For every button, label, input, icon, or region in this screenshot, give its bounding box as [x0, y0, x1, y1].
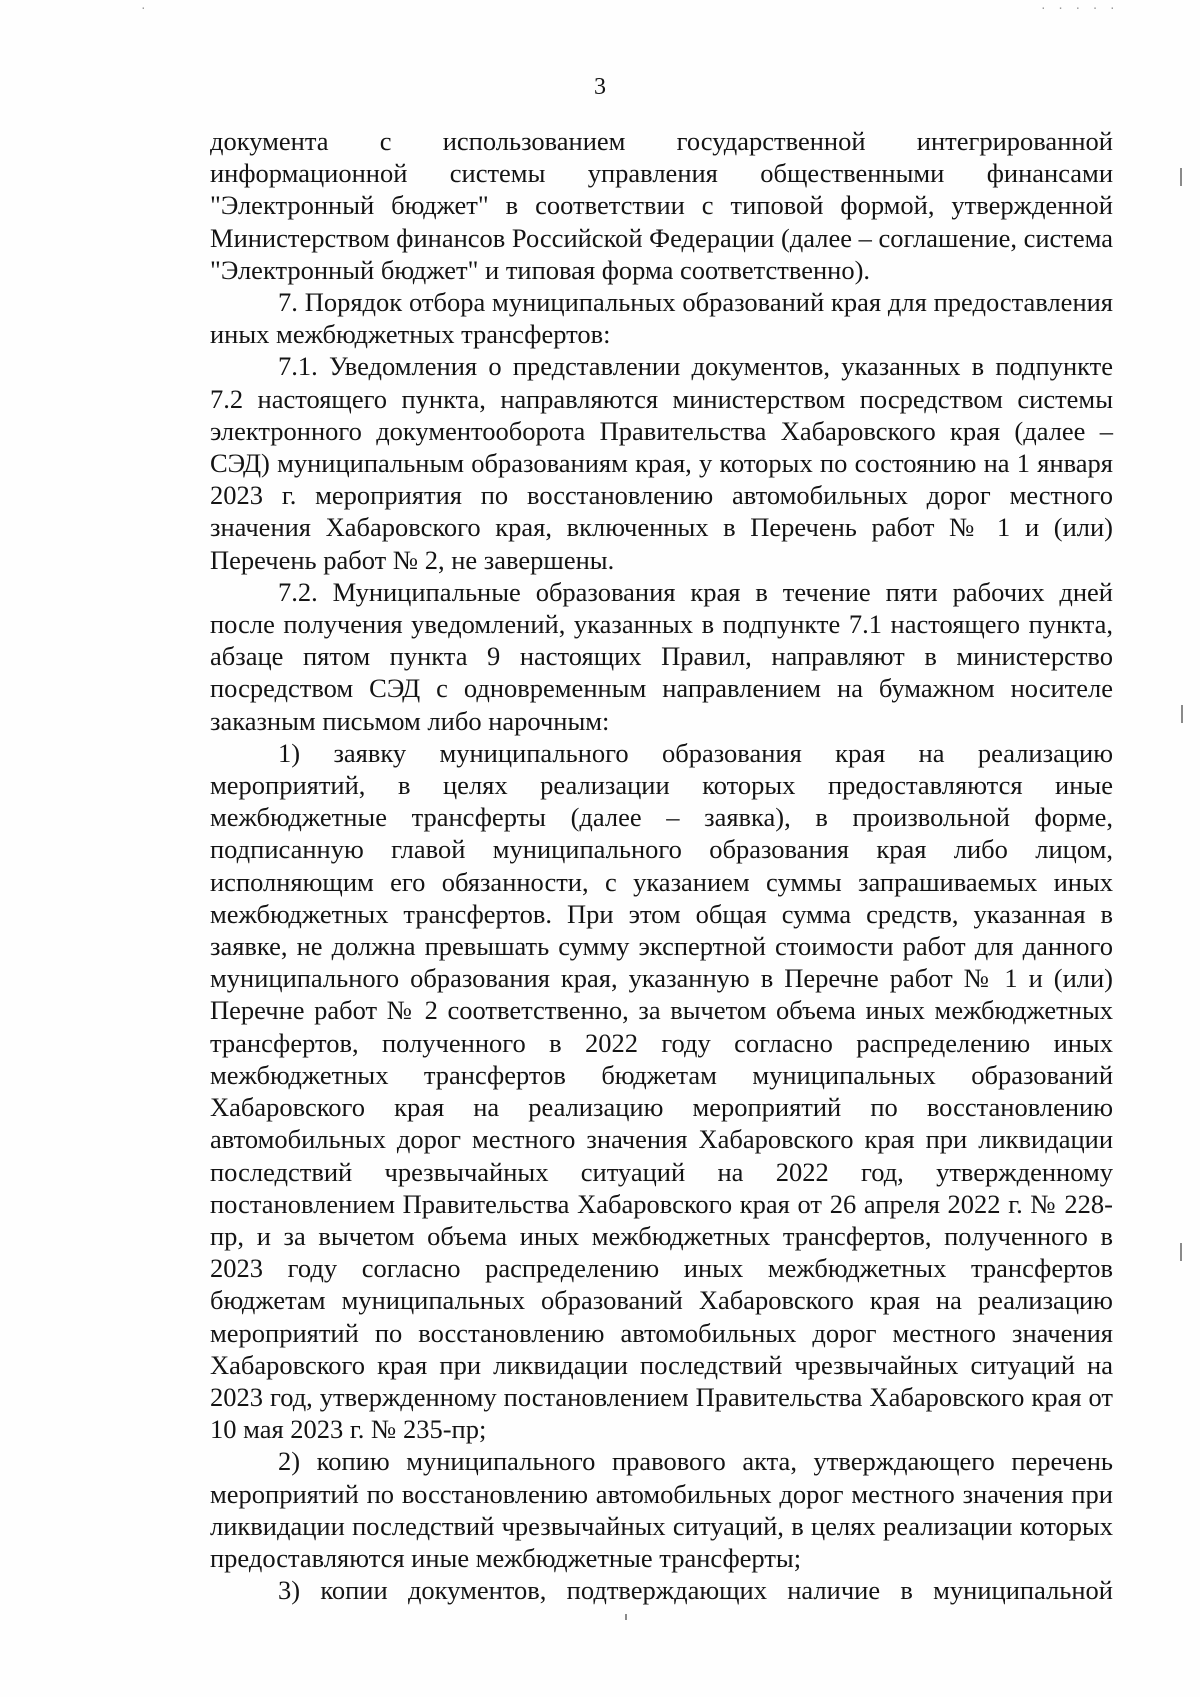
document-body	[210, 125, 1113, 1606]
scan-artifact: · · · · ·	[1040, 2, 1118, 15]
scan-mark	[1180, 1243, 1182, 1261]
paragraph-item-7-2: 7.2. Муниципальные образования края в течение пяти рабочих дней после получения уведомлений, указанных в подпункте 7.1 настоящего пункта, абзаце пятом пункта 9 настоящих Правил, направляют в министерство посредством СЭД с одновременным направлением на бумажном носителе заказным письмом либо нарочным:	[210, 576, 1113, 736]
paragraph-subitem-1: 1) заявку муниципального образования края на реализацию мероприятий, в целях реализации которых предоставляются иные межбюджетные трансферты (далее – заявка), в произвольной форме, подписанную главой муниципального образования края либо лицом, исполняющим его обязанности, с указанием суммы запрашиваемых иных межбюджетных трансфертов. При этом общая сумма средств, указанная в заявке, не должна превышать сумму экспертной стоимости работ для данного муниципального образования края, указанную в Перечне работ № 1 и (или) Перечне работ № 2 соответственно, за вычетом объема иных межбюджетных трансфертов, полученного в 2022 году согласно распределению иных межбюджетных трансфертов бюджетам муниципальных образований Хабаровского края на реализацию мероприятий по восстановлению автомобильных дорог местного значения Хабаровского края при ликвидации последствий чрезвычайных ситуаций на 2022 год, утвержденному постановлением Правительства Хабаровского края от 26 апреля 2022 г. № 228-пр, и за вычетом объема иных межбюджетных трансфертов, полученного в 2023 году согласно распределению иных межбюджетных трансфертов бюджетам муниципальных образований Хабаровского края на реализацию мероприятий по восстановлению автомобильных дорог местного значения Хабаровского края при ликвидации последствий чрезвычайных ситуаций на 2023 год, утвержденному постановлением Правительства Хабаровского края от 10 мая 2023 г. № 235-пр;	[210, 737, 1113, 1445]
page-number: 3	[594, 74, 606, 100]
paragraph-intro-continuation: документа с использованием государственной интегрированной информационной системы управления общественными финансами "Электронный бюджет" в соответствии с типовой формой, утвержденной Министерством финансов Российской Федерации (далее – соглашение, система "Электронный бюджет" и типовая форма соответственно).	[210, 126, 1113, 285]
paragraph-item-7-1: 7.1. Уведомления о представлении документов, указанных в подпункте 7.2 настоящего пункта, направляются министерством посредством системы электронного документооборота Правительства Хабаровского края (далее – СЭД) муниципальным образованиям края, у которых по состоянию на 1 января 2023 г. мероприятия по восстановлению автомобильных дорог местного значения Хабаровского края, включенных в Перечень работ № 1 и (или) Перечень работ № 2, не завершены.	[210, 351, 1113, 575]
scan-mark	[1180, 168, 1182, 186]
paragraph-subitem-3: 3) копии документов, подтверждающих наличие в муниципальной	[278, 1575, 1113, 1606]
paragraph-subitem-2: 2) копию муниципального правового акта, утверждающего перечень мероприятий по восстановлению автомобильных дорог местного значения при ликвидации последствий чрезвычайных ситуаций, в целях реализации которых предоставляются иные межбюджетные трансферты;	[210, 1446, 1113, 1573]
scan-mark	[1181, 705, 1183, 723]
scan-mark	[625, 1614, 627, 1620]
paragraph-item-7: 7. Порядок отбора муниципальных образований края для предоставления иных межбюджетных трансфертов:	[210, 287, 1113, 350]
scan-artifact: ·	[140, 2, 149, 15]
